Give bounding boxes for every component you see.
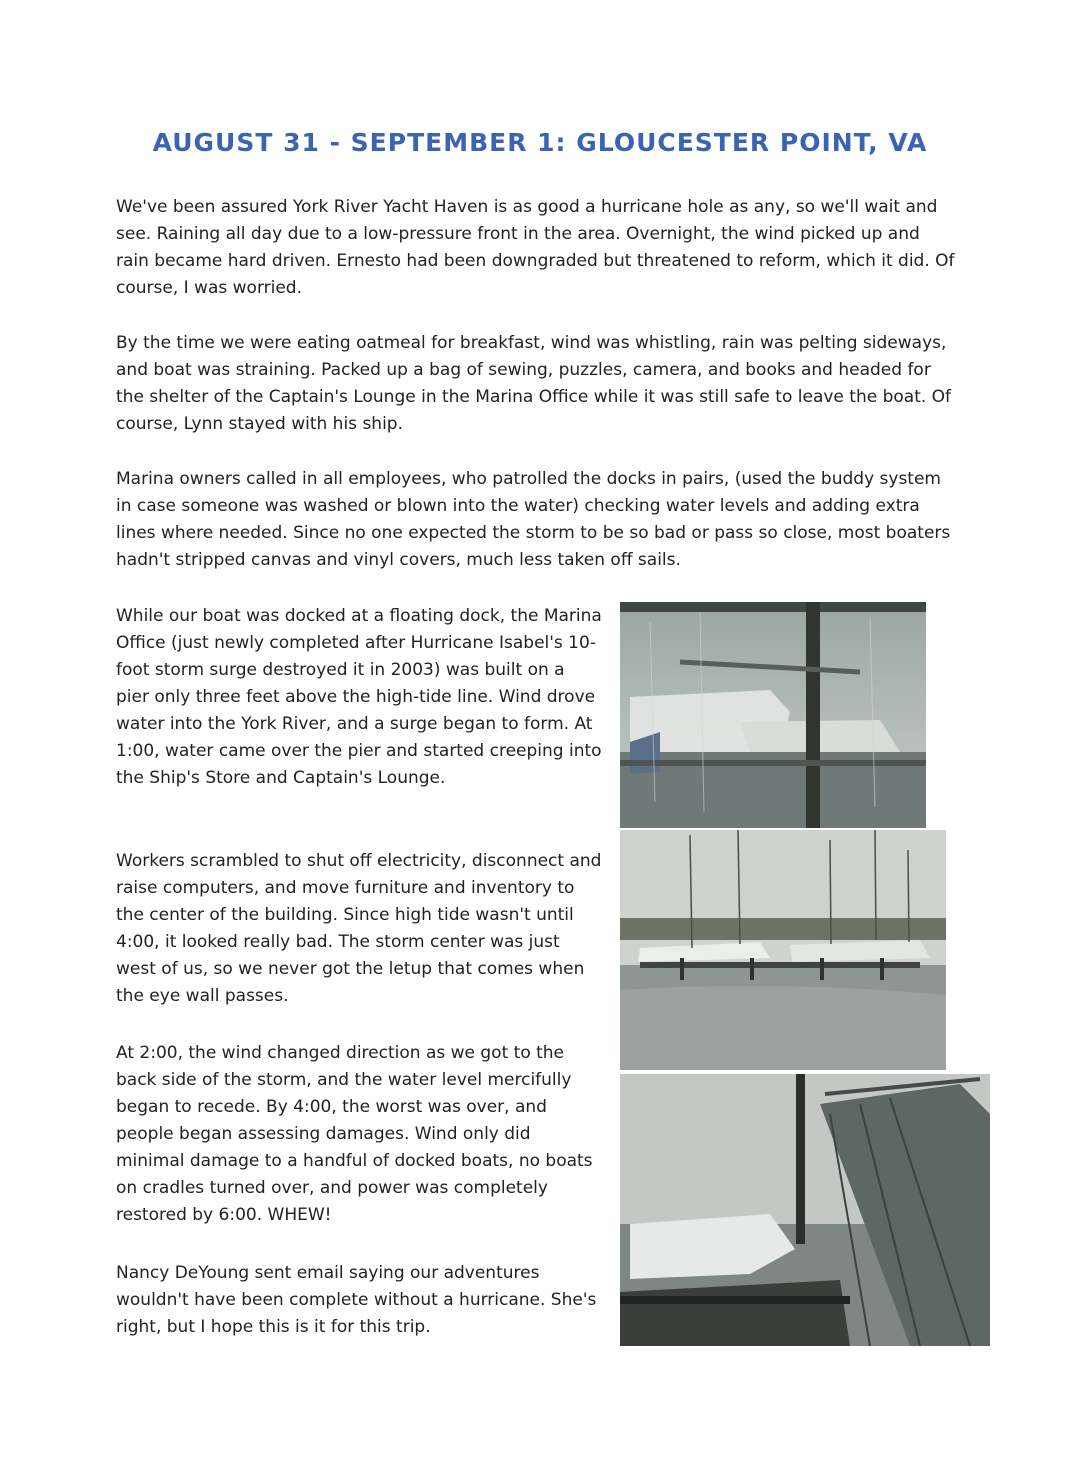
paragraph-1: We've been assured York River Yacht Haven is as good a hurricane hole as any, so we'll wait and see. Raining all day due to a low-pressure front in the area. Overnight, the wind picked up and rain became hard driven. Ernesto had been downgraded but threatened to reform, which it did. Of course, I was worried. bbox=[116, 197, 955, 298]
page-title: AUGUST 31 - SEPTEMBER 1: GLOUCESTER POINT, VA bbox=[152, 128, 928, 157]
photo-marina-sailboats bbox=[620, 830, 946, 1070]
paragraph-2: By the time we were eating oatmeal for breakfast, wind was whistling, rain was pelting sideways, and boat was straining. Packed up a bag of sewing, puzzles, camera, and books and headed for the shelter of the Captain's Lounge in the Marina Office while it was still safe to leave the boat. Of course, Lynn stayed with his ship. bbox=[116, 333, 952, 434]
photo-marina-window bbox=[620, 602, 926, 828]
paragraph-6: At 2:00, the wind changed direction as we got to the back side of the storm, and the water level mercifully began to recede. By 4:00, the worst was over, and people began assessing damages. Wind only did minimal damage to a handful of docked boats, no boats on cradles turned over, and power was completely restored by 6:00. WHEW! bbox=[116, 1043, 593, 1225]
paragraph-7: Nancy DeYoung sent email saying our adventures wouldn't have been complete without a hurricane. She's right, but I hope this is it for this trip. bbox=[116, 1263, 597, 1337]
paragraph-5: Workers scrambled to shut off electricity, disconnect and raise computers, and move furniture and inventory to the center of the building. Since high tide wasn't until 4:00, it looked really bad. The storm center was just west of us, so we never got the letup that comes when the eye wall passes. bbox=[116, 851, 602, 1006]
paragraph-4: While our boat was docked at a floating dock, the Marina Office (just newly completed after Hurricane Isabel's 10-foot storm surge destroyed it in 2003) was built on a pier only three feet above the high-tide line. Wind drove water into the York River, and a surge began to form. At 1:00, water came over the pier and started creeping into the Ship's Store and Captain's Lounge. bbox=[116, 606, 602, 788]
paragraph-3: Marina owners called in all employees, who patrolled the docks in pairs, (used the buddy system in case someone was washed or blown into the water) checking water levels and adding extra lines where needed. Since no one expected the storm to be so bad or pass so close, most boaters hadn't stripped canvas and vinyl covers, much less taken off sails. bbox=[116, 469, 951, 570]
photo-dock-ramp bbox=[620, 1074, 990, 1346]
